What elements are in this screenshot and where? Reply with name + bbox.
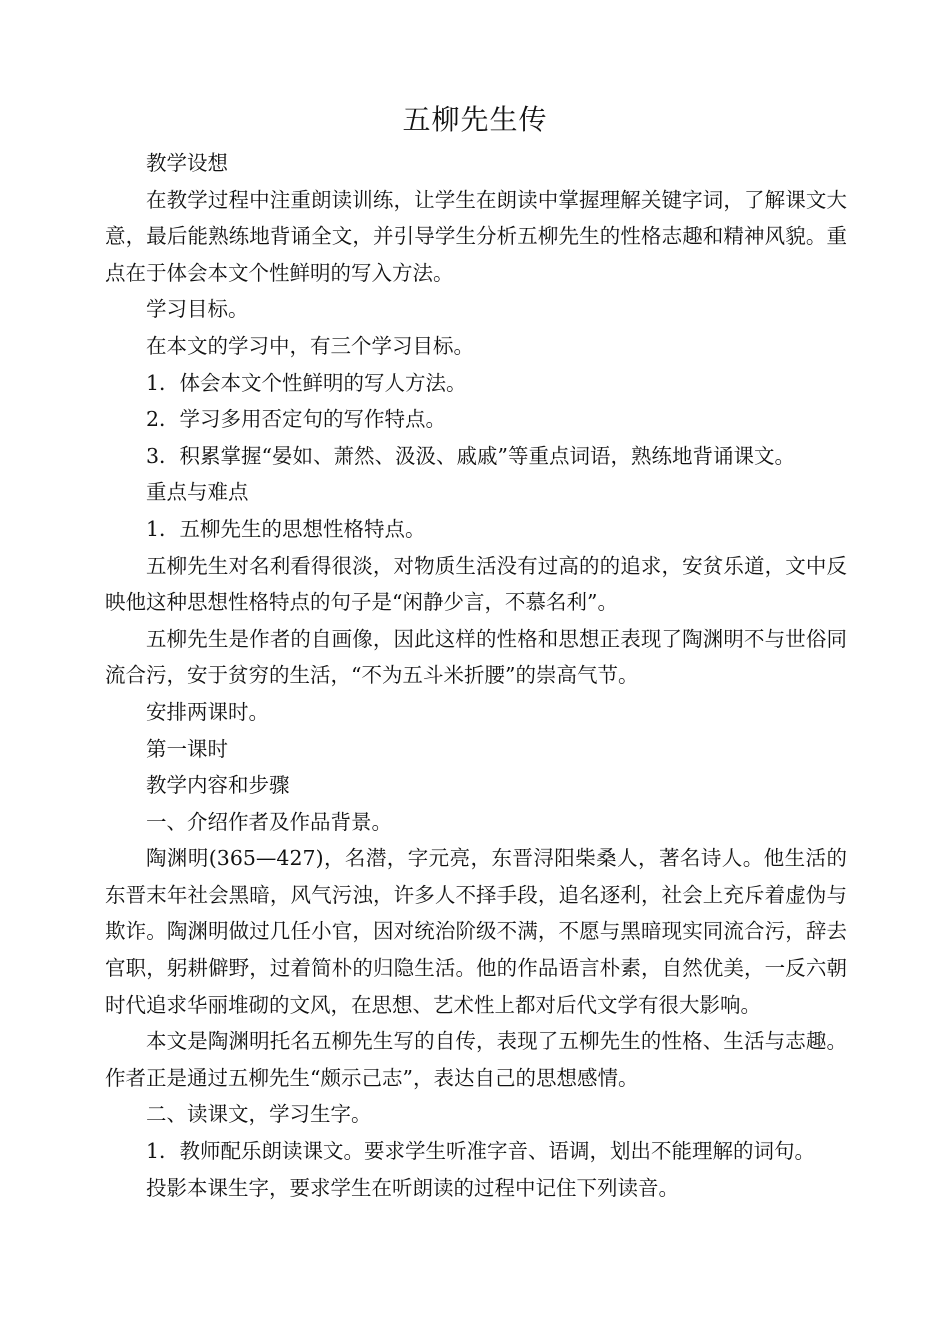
document-title: 五柳先生传 — [402, 103, 548, 136]
goal-item-3: 3．积累掌握“晏如、萧然、汲汲、戚戚”等重点词语，熟练地背诵课文。 — [146, 443, 796, 468]
heading-first-lesson: 第一课时 — [146, 736, 228, 761]
paragraph-projection: 投影本课生字，要求学生在听朗读的过程中记住下列读音。 — [146, 1175, 679, 1200]
goal-item-1: 1．体会本文个性鲜明的写人方法。 — [146, 370, 467, 395]
paragraph-goals-intro: 在本文的学习中，有三个学习目标。 — [146, 333, 474, 358]
step-heading-1: 一、介绍作者及作品背景。 — [146, 809, 392, 834]
heading-teaching-idea: 教学设想 — [146, 151, 228, 175]
goal-item-2: 2．学习多用否定句的写作特点。 — [146, 407, 447, 432]
document-body — [105, 145, 847, 1206]
heading-content-steps: 教学内容和步骤 — [146, 773, 290, 798]
paragraph-schedule: 安排两课时。 — [146, 699, 269, 724]
heading-learning-goals: 学习目标。 — [146, 297, 249, 322]
paragraph-self-portrait: 五柳先生是作者的自画像，因此这样的性格和思想正表现了陶渊明不与世俗同流合污，安于贫穷的生活，“不为五斗米折腰”的崇高气节。 — [105, 626, 847, 688]
step-heading-2: 二、读课文，学习生字。 — [146, 1102, 372, 1127]
heading-key-points: 重点与难点 — [146, 480, 249, 505]
paragraph-character: 五柳先生对名利看得很淡，对物质生活没有过高的的追求，安贫乐道，文中反映他这种思想性格特点的句子是“闲静少言，不慕名利”。 — [105, 553, 847, 615]
paragraph-author-bio: 陶渊明(365—427)，名潜，字元亮，东晋浔阳柴桑人，著名诗人。他生活的东晋末年社会黑暗，风气污浊，许多人不择手段，追名逐利，社会上充斥着虚伪与欺诈。陶渊明做过几任小官，因对统治阶级不满，不愿与黑暗现实同流合污，辞去官职，躬耕僻野，过着简朴的归隐生活。他的作品语言朴素，自然优美，一反六朝时代追求华丽堆砌的文风，在思想、艺术性上都对后代文学有很大影响。 — [105, 846, 847, 1017]
key-point-item-1: 1．五柳先生的思想性格特点。 — [146, 516, 426, 541]
paragraph-teaching-idea: 在教学过程中注重朗读训练，让学生在朗读中掌握理解关键字词，了解课文大意，最后能熟练地背诵全文，并引导学生分析五柳先生的性格志趣和精神风貌。重点在于体会本文个性鲜明的写入方法。 — [105, 187, 847, 285]
step-item-1: 1．教师配乐朗读课文。要求学生听准字音、语调，划出不能理解的词句。 — [146, 1139, 816, 1164]
paragraph-autobiography: 本文是陶渊明托名五柳先生写的自传，表现了五柳先生的性格、生活与志趣。作者正是通过五柳先生“颇示己志”，表达自己的思想感情。 — [105, 1029, 847, 1090]
